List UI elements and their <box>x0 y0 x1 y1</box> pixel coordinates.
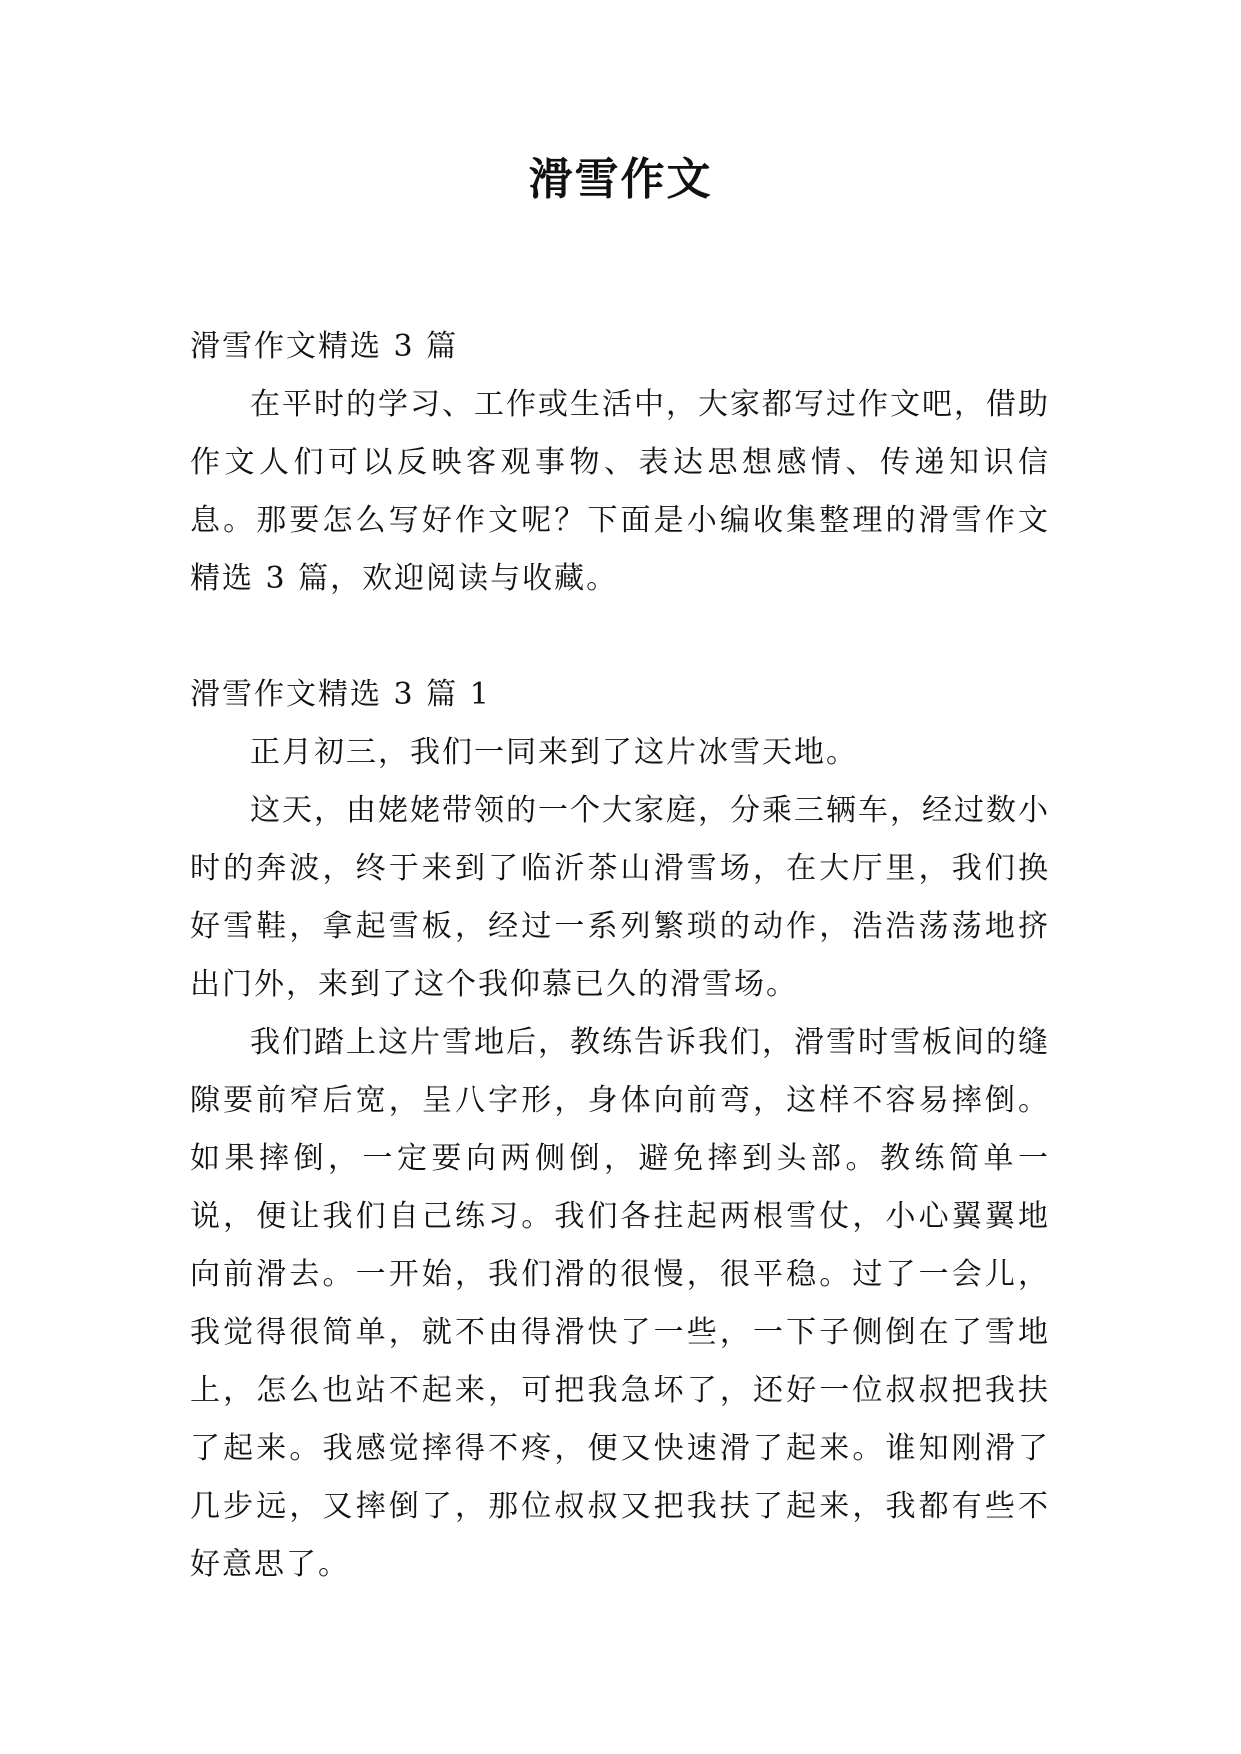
section-1-paragraph-3: 我们踏上这片雪地后，教练告诉我们，滑雪时雪板间的缝隙要前窄后宽，呈八字形，身体向前弯，这样不容易摔倒。如果摔倒，一定要向两侧倒，避免摔到头部。教练简单一说，便让我们自己练习。我们各拄起两根雪仗，小心翼翼地向前滑去。一开始，我们滑的很慢，很平稳。过了一会儿，我觉得很简单，就不由得滑快了一些，一下子侧倒在了雪地上，怎么也站不起来，可把我急坏了，还好一位叔叔把我扶了起来。我感觉摔得不疼，便又快速滑了起来。谁知刚滑了几步远，又摔倒了，那位叔叔又把我扶了起来，我都有些不好意思了。 <box>190 1025 1050 1582</box>
section-1-paragraph-2: 这天，由姥姥带领的一个大家庭，分乘三辆车，经过数小时的奔波，终于来到了临沂茶山滑雪场，在大厅里，我们换好雪鞋，拿起雪板，经过一系列繁琐的动作，浩浩荡荡地挤出门外，来到了这个我仰慕已久的滑雪场。 <box>190 793 1050 1002</box>
document-title: 滑雪作文 <box>528 154 713 205</box>
document-body <box>190 318 1050 1594</box>
section-spacer <box>190 608 1050 666</box>
section-1-paragraph-1: 正月初三，我们一同来到了这片冰雪天地。 <box>250 735 858 770</box>
intro-heading: 滑雪作文精选 3 篇 <box>190 329 459 364</box>
intro-paragraph: 在平时的学习、工作或生活中，大家都写过作文吧，借助作文人们可以反映客观事物、表达思想感情、传递知识信息。那要怎么写好作文呢？下面是小编收集整理的滑雪作文精选 3 篇，欢迎阅读与收藏。 <box>190 387 1050 596</box>
section-1-heading: 滑雪作文精选 3 篇 1 <box>190 677 491 712</box>
